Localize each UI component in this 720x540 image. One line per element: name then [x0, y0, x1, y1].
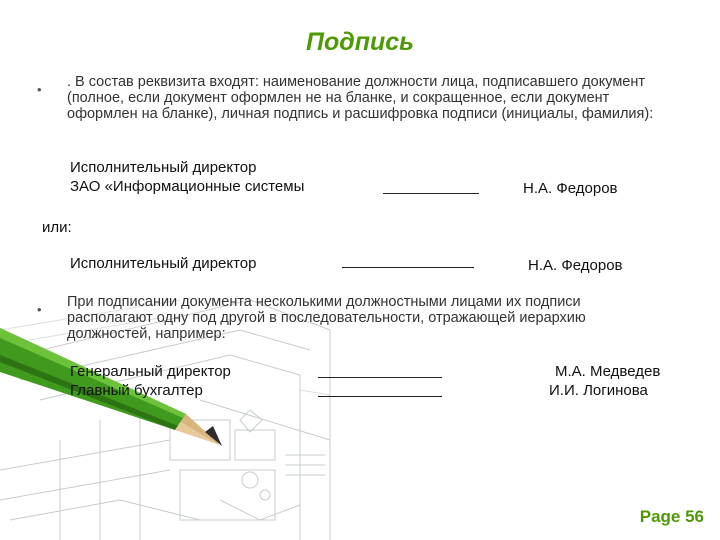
example3-row2-name: И.И. Логинова	[549, 382, 648, 399]
signature-line	[318, 377, 442, 378]
example3-row1-position: Генеральный директор	[70, 363, 231, 380]
example2-position: Исполнительный директор	[70, 255, 257, 272]
signature-line	[342, 267, 474, 268]
intro-paragraph: . В состав реквизита входят: наименование должности лица, подписавшего документ (полное, если документ оформлен не на бланке, и сокращенное, если документ оформлен на бланке), личная подпись и расшифровка подписи (инициалы, фамилия):	[67, 74, 654, 122]
example1-name: Н.А. Федоров	[523, 180, 618, 197]
signature-line	[383, 193, 479, 194]
signature-line	[318, 396, 442, 397]
example1-position-line2: ЗАО «Информационные системы	[70, 178, 305, 195]
bullet-marker: •	[37, 302, 42, 317]
example3-row1-name: М.А. Медведев	[555, 363, 661, 380]
example3-row2-position: Главный бухгалтер	[70, 382, 203, 399]
example2-name: Н.А. Федоров	[528, 257, 623, 274]
example1-position-line1: Исполнительный директор	[70, 159, 257, 176]
or-text: или:	[42, 219, 72, 236]
bullet-marker: •	[37, 82, 42, 97]
slide-title: Подпись	[306, 28, 414, 56]
page-number: Page 56	[639, 507, 704, 526]
multi-signature-paragraph: При подписании документа несколькими должностными лицами их подписи располагают одну под другой в последовательности, отражающей иерархию должностей, например:	[67, 294, 586, 342]
